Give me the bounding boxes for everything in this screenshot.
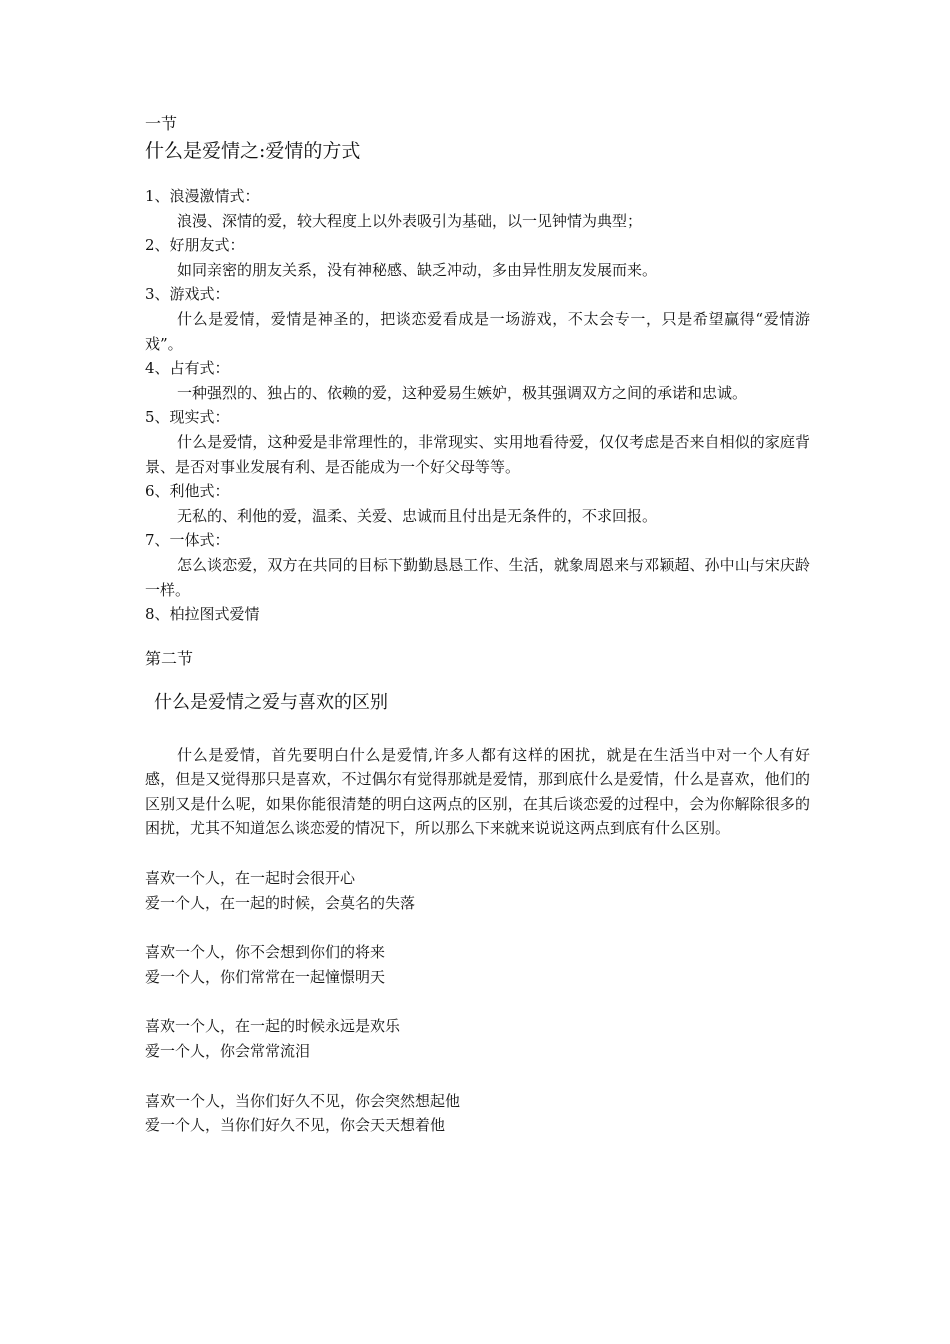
like-love-pairs <box>145 866 810 1138</box>
section-1-title: 什么是爱情之:爱情的方式 <box>145 140 361 162</box>
section-2-label: 第二节 <box>145 648 194 668</box>
like-line: 喜欢一个人，当你们好久不见，你会突然想起他 <box>145 1091 461 1110</box>
list-item-body: 无私的、利他的爱，温柔、关爱、忠诚而且付出是无条件的，不求回报。 <box>177 506 658 525</box>
spacer <box>145 1064 810 1089</box>
love-styles-list <box>145 184 810 627</box>
spacer <box>145 166 810 184</box>
spacer <box>145 671 810 689</box>
list-item-heading: 4、占有式： <box>145 359 230 378</box>
like-line: 喜欢一个人，在一起的时候永远是欢乐 <box>145 1017 401 1036</box>
love-line: 爱一个人，你会常常流泪 <box>145 1042 311 1061</box>
spacer <box>145 915 810 940</box>
list-item-heading: 6、利他式： <box>145 482 230 501</box>
list-item-heading: 8、柏拉图式爱情 <box>145 605 260 624</box>
list-item-heading: 3、游戏式： <box>145 285 230 304</box>
list-item-heading: 1、浪漫激情式： <box>145 187 260 205</box>
love-line: 爱一个人，当你们好久不见，你会天天想着他 <box>145 1116 446 1135</box>
list-item-heading: 2、好朋友式： <box>145 236 245 255</box>
list-item-body: 一种强烈的、独占的、依赖的爱，这种爱易生嫉妒，极其强调双方之间的承诺和忠诚。 <box>177 383 748 402</box>
section-1-label: 一节 <box>145 114 178 133</box>
list-item-body: 什么是爱情，这种爱是非常理性的，非常现实、实用地看待爱，仅仅考虑是否来自相似的家庭背景、是否对事业发展有利、是否能成为一个好父母等等。 <box>145 432 810 476</box>
list-item-body: 怎么谈恋爱，双方在共同的目标下勤勤恳恳工作、生活，就象周恩来与邓颖超、孙中山与宋庆龄一样。 <box>145 555 810 599</box>
section-2-title: 什么是爱情之爱与喜欢的区别 <box>154 691 388 713</box>
list-item-body: 如同亲密的朋友关系，没有神秘感、缺乏冲动，多由异性朋友发展而来。 <box>177 260 658 279</box>
list-item-body: 什么是爱情，爱情是神圣的，把谈恋爱看成是一场游戏，不太会专一，只是希望赢得“爱情游戏”。 <box>145 309 810 353</box>
love-line: 爱一个人，在一起的时候，会莫名的失落 <box>145 893 416 912</box>
spacer <box>145 717 810 743</box>
document-page <box>145 112 810 1138</box>
list-item-heading: 5、现实式： <box>145 408 230 427</box>
spacer <box>145 989 810 1014</box>
spacer <box>145 627 810 647</box>
list-item-heading: 7、一体式： <box>145 531 230 550</box>
like-line: 喜欢一个人，你不会想到你们的将来 <box>145 943 386 962</box>
spacer <box>145 841 810 866</box>
list-item-body: 浪漫、深情的爱，较大程度上以外表吸引为基础，以一见钟情为典型； <box>177 211 643 230</box>
love-line: 爱一个人，你们常常在一起憧憬明天 <box>145 967 386 986</box>
like-line: 喜欢一个人，在一起时会很开心 <box>145 869 356 888</box>
section-2-intro: 什么是爱情，首先要明白什么是爱情,许多人都有这样的困扰，就是在生活当中对一个人有好感，但是又觉得那只是喜欢，不过偶尔有觉得那就是爱情，那到底什么是爱情，什么是喜欢，他们的区别又是什么呢，如果你能很清楚的明白这两点的区别，在其后谈恋爱的过程中，会为你解除很多的困扰，尤其不知道怎么谈恋爱的情况下，所以那么下来就来说说这两点到底有什么区别。 <box>145 745 810 838</box>
